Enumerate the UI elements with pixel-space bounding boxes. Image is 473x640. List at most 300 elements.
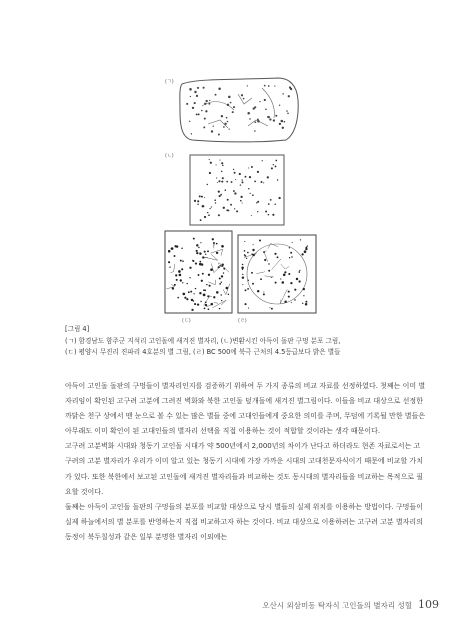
star-dot <box>247 112 250 115</box>
star-dot <box>280 278 281 279</box>
star-dot <box>214 199 216 201</box>
star-dot <box>203 294 206 297</box>
star-dot <box>206 284 207 285</box>
star-dot <box>242 179 243 180</box>
star-dot <box>212 238 214 240</box>
star-dot <box>289 247 290 248</box>
star-dot <box>222 177 224 179</box>
star-dot <box>257 211 258 212</box>
figure-panel-b-hole-distribution <box>189 154 285 226</box>
star-dot <box>189 267 191 269</box>
star-dot <box>218 134 220 136</box>
star-dot <box>184 297 186 299</box>
star-dot <box>199 292 201 294</box>
star-dot <box>197 87 199 89</box>
star-dot <box>210 162 212 164</box>
paragraph: 둘째는 아득이 고인돌 돌판의 구멍들의 분포를 비교할 대상으로 당시 별들의 실제 위치를 이용하는 방법이다. 구멍들이 실제 하늘에서의 별 분포를 반영하는지 직접 비교하고자 하는 것이다. 비교 대상으로 이용하려는 고구려 고분 별자리의 동정이 북두칠성과 같은 일부 분명한 별자리 이외에는 <box>65 502 423 541</box>
star-dot <box>195 288 196 289</box>
star-dot <box>277 179 279 181</box>
star-dot <box>176 245 178 247</box>
star-dot <box>296 278 298 280</box>
star-dot <box>200 219 202 221</box>
star-dot <box>271 308 273 310</box>
star-dot <box>189 277 190 278</box>
star-dot <box>168 261 170 263</box>
star-dot <box>227 121 229 123</box>
star-dot <box>207 212 208 213</box>
star-dot <box>218 180 220 182</box>
figure-panel-a-rock-carving <box>178 76 300 144</box>
star-dot <box>254 181 256 183</box>
star-dot <box>242 269 243 270</box>
star-dot <box>252 283 254 285</box>
star-dot <box>244 241 245 242</box>
star-dot <box>249 193 250 194</box>
star-dot <box>240 196 242 198</box>
star-dot <box>299 270 300 271</box>
star-dot <box>229 128 230 129</box>
star-dot <box>216 291 219 294</box>
star-dot <box>273 164 274 165</box>
star-dot <box>244 303 246 305</box>
figure-panel-c-tomb-star-map <box>164 230 233 314</box>
star-dot <box>242 274 243 275</box>
star-dot <box>209 208 210 209</box>
star-dot <box>221 171 223 173</box>
star-dot <box>211 303 214 306</box>
star-dot <box>243 98 245 100</box>
star-dot <box>223 272 224 273</box>
star-dot <box>269 307 270 308</box>
star-dot <box>199 261 201 263</box>
star-dot <box>221 162 223 164</box>
star-dot <box>204 103 206 105</box>
constellation-line <box>256 272 265 274</box>
star-dot <box>234 172 236 174</box>
star-dot <box>182 260 184 262</box>
star-dot <box>198 247 199 248</box>
star-dot <box>251 166 253 168</box>
star-dot <box>274 253 276 255</box>
star-dot <box>241 267 244 270</box>
star-dot <box>272 214 274 216</box>
star-dot <box>180 279 182 281</box>
star-dot <box>224 123 226 125</box>
rock-carving-drawing <box>178 76 300 144</box>
star-dot <box>209 159 210 160</box>
star-dot <box>218 214 220 216</box>
star-dot <box>288 95 290 97</box>
star-dot <box>235 179 236 180</box>
constellation-line <box>281 264 289 269</box>
star-dot <box>242 276 244 278</box>
star-dot <box>196 252 198 254</box>
star-dot <box>298 271 300 273</box>
star-dot <box>194 102 196 104</box>
star-dot <box>219 308 220 309</box>
star-dot <box>282 281 285 284</box>
star-dot <box>220 194 222 196</box>
star-dot <box>240 200 242 202</box>
star-dot <box>205 301 207 303</box>
constellation-line <box>170 264 174 273</box>
star-dot <box>189 121 190 122</box>
star-dot <box>196 95 198 97</box>
star-dot <box>257 290 259 292</box>
star-dot <box>294 289 296 291</box>
star-dot <box>192 107 194 109</box>
star-dot <box>219 283 221 285</box>
constellation-line <box>219 263 229 273</box>
star-dot <box>302 303 303 304</box>
star-dot <box>182 293 185 296</box>
star-dot <box>203 87 205 89</box>
star-dot <box>265 109 267 111</box>
star-dot <box>217 182 218 183</box>
star-dot <box>241 94 243 96</box>
star-dot <box>254 121 256 123</box>
star-dot <box>192 260 194 262</box>
star-dot <box>269 118 271 120</box>
star-dot <box>284 271 286 273</box>
star-dot <box>233 190 235 192</box>
tomb-star-map-drawing <box>164 230 233 314</box>
star-dot <box>207 184 208 185</box>
constellation-line <box>272 259 281 270</box>
star-dot <box>275 160 277 162</box>
page-footer <box>262 593 439 612</box>
star-dot <box>194 303 196 305</box>
star-dot <box>216 177 217 178</box>
page-number: 109 <box>418 598 439 611</box>
star-dot <box>304 250 307 253</box>
star-dot <box>201 110 203 112</box>
star-dot <box>289 257 290 258</box>
star-dot <box>205 304 207 306</box>
star-dot <box>196 113 198 115</box>
star-dot <box>294 299 296 301</box>
star-dot <box>268 203 270 205</box>
star-dot <box>251 272 253 274</box>
star-dot <box>222 165 224 167</box>
star-dot <box>282 93 283 94</box>
star-dot <box>221 275 223 277</box>
star-dot <box>200 301 201 302</box>
star-dot <box>190 291 192 293</box>
star-dot <box>209 100 210 101</box>
star-dot <box>207 250 209 252</box>
star-dot <box>254 106 256 108</box>
star-dot <box>234 208 235 209</box>
star-dot <box>209 285 211 287</box>
star-dot <box>253 244 254 245</box>
star-dot <box>254 130 256 132</box>
figure-panel-d-bright-stars-north-pole <box>237 234 317 314</box>
star-dot <box>199 252 201 254</box>
star-dot <box>247 85 248 86</box>
caption-title: [그림 4] <box>65 325 90 333</box>
star-dot <box>196 244 198 246</box>
star-dot <box>228 96 231 99</box>
star-dot <box>223 268 225 270</box>
star-dot <box>234 192 236 194</box>
star-dot <box>174 255 176 257</box>
star-dot <box>257 118 259 120</box>
star-dot <box>305 248 307 250</box>
star-dot <box>201 280 203 282</box>
star-dot <box>268 270 270 272</box>
star-dot <box>204 289 206 291</box>
star-dot <box>262 160 263 161</box>
star-dot <box>221 265 223 267</box>
star-dot <box>181 247 183 249</box>
star-dot <box>181 268 183 270</box>
star-dot <box>270 199 272 201</box>
star-dot <box>244 250 246 252</box>
star-dot <box>278 197 280 199</box>
star-dot <box>176 279 178 281</box>
star-dot <box>252 194 254 196</box>
star-dot <box>221 300 222 301</box>
star-dot <box>291 302 292 303</box>
star-dot <box>182 282 183 283</box>
star-dot <box>263 251 265 253</box>
star-dot <box>287 112 289 114</box>
star-dot <box>307 245 308 246</box>
constellation-line <box>265 276 274 277</box>
star-dot <box>191 299 193 301</box>
star-dot <box>279 123 281 125</box>
star-dot <box>282 127 284 129</box>
star-dot <box>221 181 223 183</box>
star-dot <box>274 85 275 86</box>
star-dot <box>275 282 277 284</box>
star-dot <box>274 203 275 204</box>
paragraph: 아득이 고인돌 돌판의 구멍들이 별자리인지를 검증하기 위하여 두 가지 종류의 비교 자료를 선정하였다. 첫째는 이미 별자리임이 확인된 고구려 고분에 그려진 벽화와 북한 고인돌 덮개돌에 새겨진 별그림이다. 이들을 비교 대상으로 선정한 까닭은 천구 상에서 맨 눈으로 볼 수 있는 많은 별들 중에 고대인들에게 중요한 의미를 주며, 무덤에 기록될 만한 별들은 아무래도 이미 확인이 된 고대인들의 별자리 선택을 직접 이용하는 것이 적합할 것이라는 생각 때문이다. <box>65 382 426 436</box>
star-dot <box>257 120 260 123</box>
star-dot <box>194 200 196 202</box>
star-dot <box>206 100 208 102</box>
star-dot <box>204 216 206 218</box>
star-dot <box>288 291 290 293</box>
star-dot <box>188 291 190 293</box>
star-dot <box>204 197 205 198</box>
star-dot <box>215 202 216 203</box>
star-dot <box>290 282 292 284</box>
panel-label-c: (ㄷ) <box>182 318 191 324</box>
star-dot <box>264 259 266 261</box>
star-dot <box>223 126 225 128</box>
star-dot <box>179 274 182 277</box>
star-dot <box>247 252 249 254</box>
figure-caption <box>65 324 425 359</box>
star-dot <box>232 111 234 113</box>
star-dot <box>228 294 229 295</box>
star-dot <box>252 254 254 256</box>
star-dot <box>186 298 188 300</box>
star-dot <box>248 280 249 281</box>
star-dot <box>260 278 262 280</box>
star-dot <box>216 252 218 254</box>
star-dot <box>263 293 265 295</box>
star-dot <box>249 118 251 120</box>
star-dot <box>252 249 254 251</box>
star-dot <box>303 288 305 290</box>
star-dot <box>242 284 243 285</box>
star-dot <box>265 211 267 213</box>
star-dot <box>205 254 206 255</box>
star-dot <box>230 204 232 206</box>
star-dot <box>199 195 201 197</box>
star-dot <box>245 176 247 178</box>
star-dot <box>268 85 270 87</box>
star-dot <box>201 196 203 198</box>
star-dot <box>187 283 188 284</box>
star-dot <box>208 274 210 276</box>
star-dot <box>197 204 199 206</box>
star-dot <box>200 242 201 243</box>
panel-label-a: (ㄱ) <box>165 79 174 85</box>
star-dot <box>178 270 181 273</box>
star-dot <box>191 133 192 134</box>
star-dot <box>277 256 279 258</box>
star-dot <box>221 282 222 283</box>
constellation-line <box>211 264 219 273</box>
star-dot <box>219 278 221 280</box>
star-dot <box>257 171 259 173</box>
star-dot <box>303 295 304 296</box>
star-dot <box>264 99 266 101</box>
star-dot <box>216 243 218 245</box>
star-dot <box>301 253 303 255</box>
star-dot <box>219 160 220 161</box>
star-dot <box>256 202 257 203</box>
star-dot <box>271 277 272 278</box>
star-dot <box>305 303 308 306</box>
star-dot <box>210 268 213 271</box>
star-dot <box>216 164 217 165</box>
star-dot <box>275 165 277 167</box>
star-dot <box>291 256 292 257</box>
star-dot <box>249 176 251 178</box>
star-dot <box>204 118 206 120</box>
star-dot <box>172 287 174 289</box>
star-dot <box>197 303 199 305</box>
star-dot <box>267 176 269 178</box>
star-dot <box>242 264 243 265</box>
caption-line: (ㄷ) 평양시 무진리 진파리 4호분의 별 그림, (ㄹ) BC 500에 북극 근처의 4.5등급보다 밝은 별들 <box>65 348 341 356</box>
star-dot <box>288 273 290 275</box>
star-dot <box>213 296 215 298</box>
panel-label-b: (ㄴ) <box>165 153 174 159</box>
star-dot <box>248 167 249 168</box>
star-dot <box>197 200 199 202</box>
running-title: 오산시 외삼미동 탁자식 고인돌의 별자리 성혈 <box>262 601 412 610</box>
star-dot <box>198 274 200 276</box>
star-dot <box>194 91 196 93</box>
star-dot <box>246 258 247 259</box>
star-dot <box>226 209 228 211</box>
star-dot <box>211 206 212 207</box>
star-dot <box>242 181 244 183</box>
star-dot <box>190 96 191 97</box>
star-dot <box>208 308 210 310</box>
star-dot <box>208 103 210 105</box>
star-dot <box>275 115 277 117</box>
star-dot <box>205 110 207 112</box>
star-dot <box>298 280 300 282</box>
bright-stars-drawing <box>237 234 317 314</box>
star-dot <box>202 256 204 258</box>
star-dot <box>219 195 221 197</box>
star-dot <box>273 119 275 121</box>
star-dot <box>239 173 241 175</box>
star-dot <box>268 214 270 216</box>
star-dot <box>220 294 221 295</box>
star-dot <box>193 238 195 240</box>
star-dot <box>288 296 290 298</box>
star-dot <box>204 251 206 253</box>
star-dot <box>251 215 252 216</box>
star-dot <box>225 189 227 191</box>
star-dot <box>175 274 177 276</box>
star-dot <box>233 169 234 170</box>
star-dot <box>247 288 249 290</box>
star-dot <box>196 250 198 252</box>
star-dot <box>204 308 206 310</box>
star-dot <box>215 94 217 96</box>
caption-line: (ㄱ) 함경남도 함주군 지석리 고인돌에 새겨진 별자리, (ㄴ)변환시킨 아득이 돌판 구멍 분포 그림, <box>65 336 341 345</box>
star-dot <box>177 297 179 299</box>
star-dot <box>271 167 273 169</box>
star-dot <box>191 309 193 311</box>
star-dot <box>174 284 176 286</box>
star-dot <box>284 121 286 123</box>
star-dot <box>207 295 209 297</box>
star-dot <box>189 88 192 91</box>
paragraph: 고구려 고분벽화 시대와 청동기 고인돌 시대가 약 500년에서 2,000년의 차이가 난다고 하더라도 현존 자료로서는 고구려의 고분 별자리가 우리가 이미 알고 있는 청동기 시대에 가장 가까운 시대의 고대천문자식이기 때문에 비교할 가치가 있다. 또한 북한에서 보고된 고인돌에 새겨진 별자리들과 비교하는 것도 동시대의 별자리들을 비교하는 목적으로 필요할 것이다. <box>65 442 423 496</box>
star-dot <box>180 260 182 262</box>
star-dot <box>300 239 301 240</box>
star-dot <box>226 181 228 183</box>
star-dot <box>226 287 229 290</box>
star-dot <box>198 113 200 115</box>
star-dot <box>305 301 307 303</box>
star-dot <box>290 252 292 254</box>
star-dot <box>259 101 260 102</box>
star-dot <box>208 214 210 216</box>
star-dot <box>201 263 203 265</box>
panel-label-d: (ㄹ) <box>238 318 247 324</box>
star-dot <box>279 105 280 106</box>
constellation-line <box>208 280 215 285</box>
star-dot <box>257 201 259 203</box>
star-dot <box>248 308 249 309</box>
star-dot <box>268 263 269 264</box>
constellation-line <box>214 303 218 304</box>
star-dot <box>221 115 223 117</box>
star-dot <box>240 184 241 185</box>
star-dot <box>263 182 264 183</box>
hole-distribution-drawing <box>189 154 285 226</box>
star-dot <box>236 210 238 212</box>
star-dot <box>245 289 247 291</box>
star-dot <box>218 88 221 91</box>
constellation-line <box>223 284 230 295</box>
body-text <box>65 379 427 545</box>
star-dot <box>227 104 229 106</box>
star-dot <box>209 172 211 174</box>
